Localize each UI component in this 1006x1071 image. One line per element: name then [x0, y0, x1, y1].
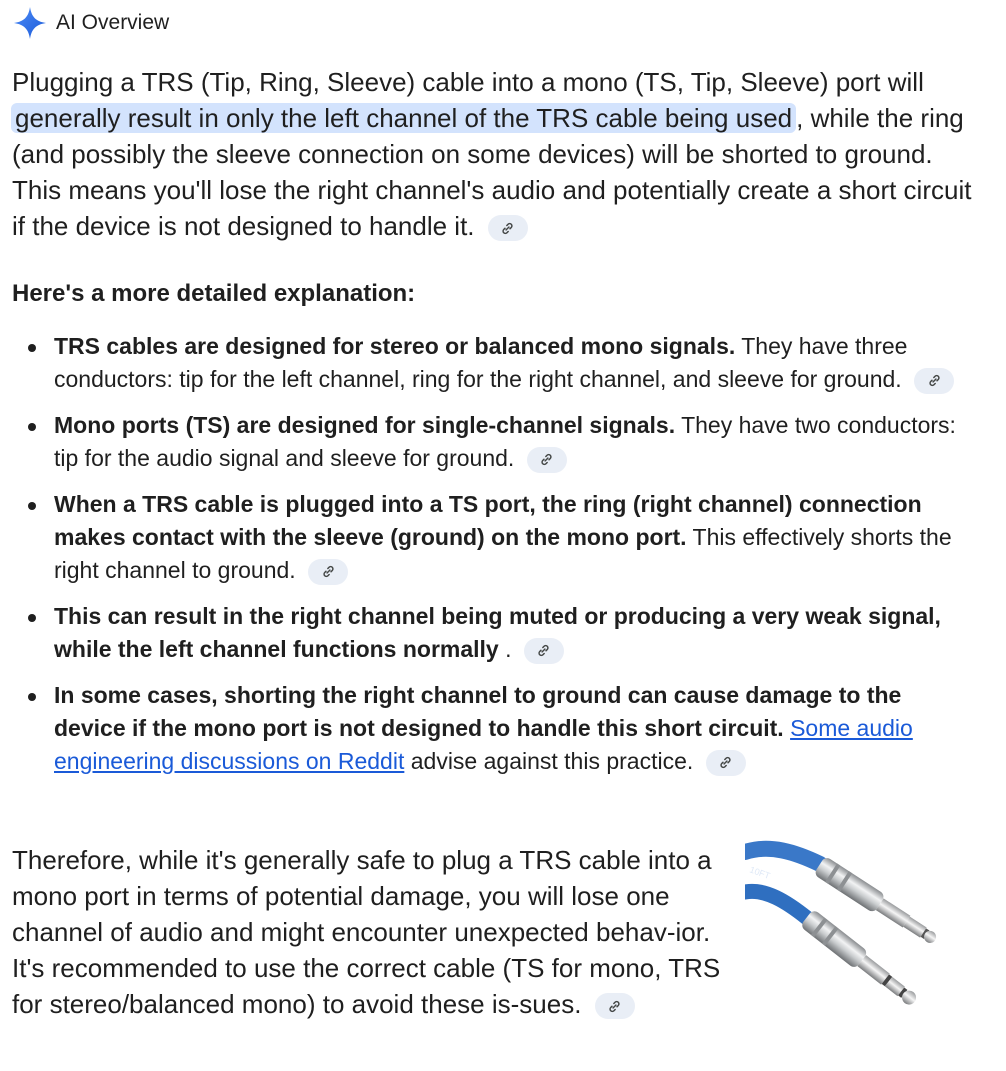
source-link-button[interactable] — [524, 638, 564, 664]
link-icon — [607, 999, 622, 1014]
intro-text-start: Plugging a TRS (Tip, Ring, Sleeve) cable into a mono (TS, Tip, Sleeve) port will — [12, 67, 924, 97]
link-icon — [321, 564, 336, 579]
sparkle-icon — [12, 5, 48, 41]
bullet-dot — [28, 423, 36, 431]
ai-overview-header — [12, 4, 169, 42]
bullet-bold-text: TRS cables are designed for stereo or balanced mono signals. — [54, 333, 736, 359]
link-icon — [718, 755, 733, 770]
bullet-dot — [28, 614, 36, 622]
cable-print-label: 10FT — [748, 864, 772, 882]
list-item — [24, 600, 964, 666]
explanation-list — [24, 330, 964, 791]
closing-text: Therefore, while it's generally safe to plug a TRS cable into a mono port in terms of potential damage, you will lose one channel of audio and might encounter unexpected behav-ior. It's recommended to use the correct cable (TS for mono, TRS for stereo/balanced mono) to avoid these is-sues. — [12, 845, 721, 1019]
source-link-button[interactable] — [595, 993, 635, 1019]
link-icon — [500, 221, 515, 236]
reddit-discussion-link[interactable]: Some audio engineering discussions on Reddit — [54, 715, 913, 774]
bullet-text: They have two conductors: tip for the audio signal and sleeve for ground. — [54, 412, 956, 471]
source-link-button[interactable] — [308, 559, 348, 585]
bullet-text: . — [498, 636, 512, 662]
source-link-button[interactable] — [488, 215, 528, 241]
source-link-button[interactable] — [914, 368, 954, 394]
list-item — [24, 330, 964, 396]
bullet-bold-text: In some cases, shorting the right channel to ground can cause damage to the device if the mono port is not designed to handle this short circuit. — [54, 682, 902, 741]
bullet-bold-text: This can result in the right channel being muted or producing a very weak signal, while the left channel functions normally — [54, 603, 941, 662]
intro-text-end: , while the ring (and possibly the sleeve connection on some devices) will be shorted to ground. This means you'll lose the right channel's audio and potentially create a short circuit if the device is not designed to handle it. — [12, 103, 972, 241]
link-icon — [927, 373, 942, 388]
section-heading: Here's a more detailed explanation: — [12, 280, 416, 307]
closing-paragraph — [12, 842, 732, 1022]
link-icon — [539, 452, 554, 467]
bullet-dot — [28, 502, 36, 510]
bullet-text: This effectively shorts the right channel to ground. — [54, 524, 952, 583]
bullet-bold-text: When a TRS cable is plugged into a TS port, the ring (right channel) connection makes contact with the sleeve (ground) on the mono port. — [54, 491, 922, 550]
source-link-button[interactable] — [706, 750, 746, 776]
intro-paragraph — [12, 64, 972, 244]
bullet-bold-text: Mono ports (TS) are designed for single-channel signals. — [54, 412, 676, 438]
bullet-dot — [28, 344, 36, 352]
ai-overview-title: AI Overview — [56, 11, 170, 34]
link-icon — [536, 643, 551, 658]
bullet-dot — [28, 693, 36, 701]
bullet-text: advise against this practice. — [404, 748, 694, 774]
list-item — [24, 488, 964, 587]
list-item — [24, 409, 964, 475]
trs-cable-image[interactable] — [745, 830, 965, 1020]
bullet-text: They have three conductors: tip for the left channel, ring for the right channel, and sleeve for ground. — [54, 333, 908, 392]
list-item — [24, 679, 964, 778]
source-link-button[interactable] — [527, 447, 567, 473]
intro-highlight: generally result in only the left channel of the TRS cable being used — [11, 103, 796, 133]
